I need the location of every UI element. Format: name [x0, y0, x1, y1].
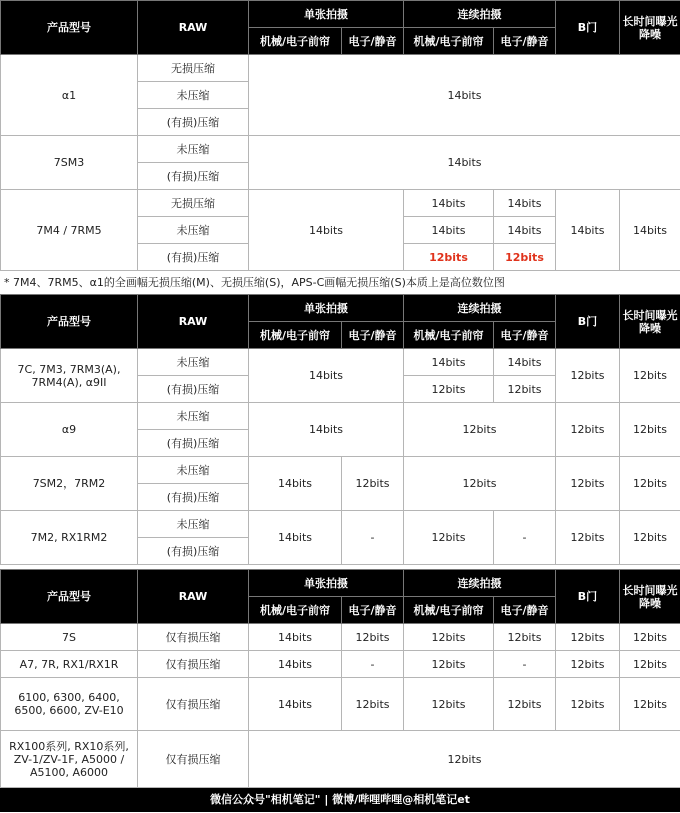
value-cell: 12bits: [556, 457, 620, 511]
header-single-elec: 电子/静音: [342, 28, 404, 55]
header-bulb: B门: [556, 1, 620, 55]
value-cell: 12bits: [556, 651, 620, 678]
value-cell: 12bits: [620, 624, 680, 651]
value-cell: 12bits: [404, 624, 494, 651]
value-cell: 12bits: [620, 403, 680, 457]
raw-cell: (有损)压缩: [138, 430, 249, 457]
model-cell: α1: [1, 55, 138, 136]
value-cell: 14bits: [249, 136, 680, 190]
value-cell-highlight: 12bits: [494, 244, 556, 271]
model-cell: RX100系列, RX10系列, ZV-1/ZV-1F, A5000 / A5100, A6000: [1, 731, 138, 788]
raw-cell: 未压缩: [138, 136, 249, 163]
value-cell: 14bits: [494, 349, 556, 376]
model-cell: α9: [1, 403, 138, 457]
raw-cell: 未压缩: [138, 217, 249, 244]
value-cell: 14bits: [494, 190, 556, 217]
model-cell: 7M4 / 7RM5: [1, 190, 138, 271]
value-cell: 12bits: [404, 678, 494, 731]
value-cell: -: [494, 511, 556, 565]
value-cell: 14bits: [249, 457, 342, 511]
value-cell: 12bits: [404, 651, 494, 678]
raw-cell: 未压缩: [138, 82, 249, 109]
value-cell: 14bits: [404, 190, 494, 217]
value-cell: 12bits: [342, 678, 404, 731]
table-1: [0, 0, 680, 271]
header-longexp: 长时间曝光降噪: [620, 1, 680, 55]
value-cell: 12bits: [556, 678, 620, 731]
raw-cell: (有损)压缩: [138, 376, 249, 403]
header-cont-mech: 机械/电子前帘: [404, 28, 494, 55]
model-cell: A7, 7R, RX1/RX1R: [1, 651, 138, 678]
value-cell: 12bits: [620, 511, 680, 565]
header-bulb: B门: [556, 570, 620, 624]
footer-credit: 微信公众号"相机笔记" | 微博/哔哩哔哩@相机笔记et: [0, 788, 680, 812]
footnote: * 7M4、7RM5、α1的全画幅无损压缩(M)、无损压缩(S)，APS-C画幅无损压缩(S)本质上是高位数位图: [4, 276, 505, 289]
raw-cell: 仅有损压缩: [138, 651, 249, 678]
value-cell: 12bits: [556, 624, 620, 651]
raw-cell: (有损)压缩: [138, 538, 249, 565]
header-continuous: 连续拍摄: [404, 1, 556, 28]
raw-cell: 未压缩: [138, 511, 249, 538]
header-single: 单张拍摄: [249, 295, 404, 322]
value-cell: 12bits: [404, 457, 556, 511]
value-cell: 14bits: [404, 217, 494, 244]
model-cell: 7SM3: [1, 136, 138, 190]
value-cell: 14bits: [249, 190, 404, 271]
header-continuous: 连续拍摄: [404, 570, 556, 597]
raw-cell: 未压缩: [138, 349, 249, 376]
raw-cell: (有损)压缩: [138, 484, 249, 511]
header-raw: RAW: [138, 570, 249, 624]
value-cell: 12bits: [249, 731, 680, 788]
header-cont-elec: 电子/静音: [494, 322, 556, 349]
header-model: 产品型号: [1, 570, 138, 624]
model-cell: 6100, 6300, 6400, 6500, 6600, ZV-E10: [1, 678, 138, 731]
header-cont-mech: 机械/电子前帘: [404, 322, 494, 349]
header-raw: RAW: [138, 295, 249, 349]
raw-cell: 未压缩: [138, 403, 249, 430]
header-single-mech: 机械/电子前帘: [249, 28, 342, 55]
header-cont-elec: 电子/静音: [494, 28, 556, 55]
header-longexp: 长时间曝光降噪: [620, 570, 680, 624]
value-cell: 12bits: [404, 376, 494, 403]
value-cell: 14bits: [556, 190, 620, 271]
value-cell: 12bits: [620, 651, 680, 678]
raw-cell: (有损)压缩: [138, 109, 249, 136]
value-cell: 14bits: [249, 511, 342, 565]
value-cell: 12bits: [494, 624, 556, 651]
value-cell: 14bits: [249, 651, 342, 678]
raw-cell: 无损压缩: [138, 190, 249, 217]
model-cell: 7C, 7M3, 7RM3(A), 7RM4(A), α9II: [1, 349, 138, 403]
header-single-elec: 电子/静音: [342, 597, 404, 624]
header-raw: RAW: [138, 1, 249, 55]
value-cell: 12bits: [556, 511, 620, 565]
header-bulb: B门: [556, 295, 620, 349]
value-cell: -: [342, 651, 404, 678]
value-cell: 14bits: [249, 678, 342, 731]
header-single-mech: 机械/电子前帘: [249, 322, 342, 349]
header-model: 产品型号: [1, 295, 138, 349]
value-cell: 12bits: [620, 349, 680, 403]
header-single-elec: 电子/静音: [342, 322, 404, 349]
table-2: [0, 294, 680, 565]
raw-cell: 仅有损压缩: [138, 731, 249, 788]
raw-cell: 无损压缩: [138, 55, 249, 82]
header-longexp: 长时间曝光降噪: [620, 295, 680, 349]
value-cell: 14bits: [494, 217, 556, 244]
raw-cell: 未压缩: [138, 457, 249, 484]
header-single-mech: 机械/电子前帘: [249, 597, 342, 624]
header-continuous: 连续拍摄: [404, 295, 556, 322]
value-cell: 12bits: [494, 376, 556, 403]
value-cell: 12bits: [556, 403, 620, 457]
header-cont-elec: 电子/静音: [494, 597, 556, 624]
header-cont-mech: 机械/电子前帘: [404, 597, 494, 624]
value-cell: 12bits: [494, 678, 556, 731]
value-cell: 12bits: [404, 511, 494, 565]
value-cell: 12bits: [556, 349, 620, 403]
value-cell: 14bits: [404, 349, 494, 376]
value-cell: 12bits: [620, 678, 680, 731]
value-cell: 14bits: [620, 190, 680, 271]
value-cell: 14bits: [249, 624, 342, 651]
value-cell-highlight: 12bits: [404, 244, 494, 271]
value-cell: -: [342, 511, 404, 565]
value-cell: 12bits: [342, 457, 404, 511]
table-3: [0, 569, 680, 788]
raw-cell: (有损)压缩: [138, 163, 249, 190]
value-cell: 12bits: [620, 457, 680, 511]
model-cell: 7SM2，7RM2: [1, 457, 138, 511]
raw-cell: 仅有损压缩: [138, 678, 249, 731]
value-cell: -: [494, 651, 556, 678]
value-cell: 14bits: [249, 55, 680, 136]
header-single: 单张拍摄: [249, 1, 404, 28]
model-cell: 7S: [1, 624, 138, 651]
value-cell: 14bits: [249, 349, 404, 403]
raw-cell: 仅有损压缩: [138, 624, 249, 651]
header-single: 单张拍摄: [249, 570, 404, 597]
model-cell: 7M2, RX1RM2: [1, 511, 138, 565]
raw-cell: (有损)压缩: [138, 244, 249, 271]
value-cell: 12bits: [404, 403, 556, 457]
value-cell: 14bits: [249, 403, 404, 457]
header-model: 产品型号: [1, 1, 138, 55]
value-cell: 12bits: [342, 624, 404, 651]
